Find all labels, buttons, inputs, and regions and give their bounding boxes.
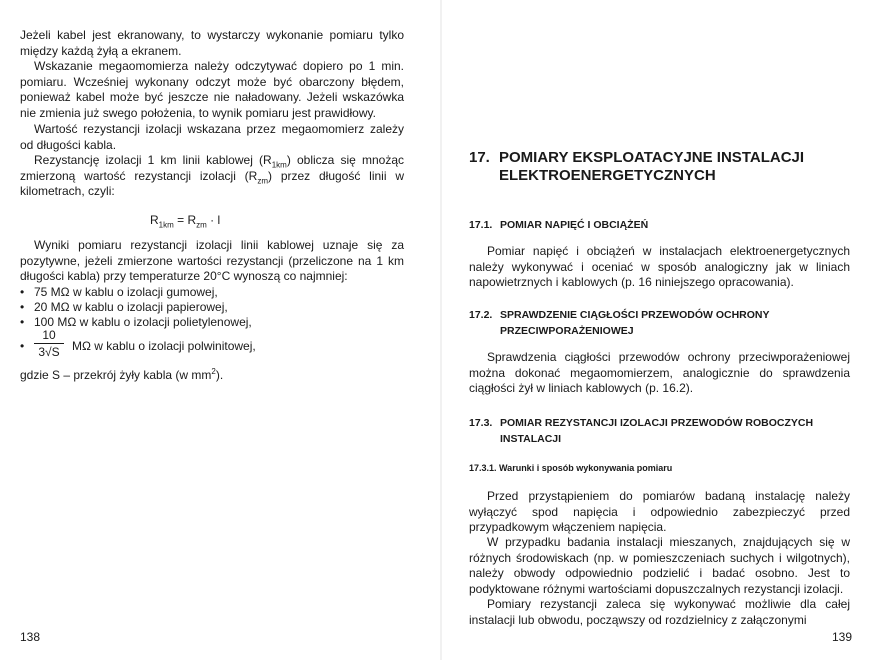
chapter-title: POMIARY EKSPLOATACYJNE INSTALACJI ELEKTROENERGETYCZNYCH [499, 149, 805, 184]
bullet-list [20, 285, 252, 330]
paragraph: Pomiar napięć i obciążeń w instalacjach elektroenergetycznych należy wykonywać i oceniać w sposób analogiczny jak w liniach napowietrznych i kablowych (p. 16 niniejszego opracowania). [469, 244, 850, 289]
paragraph: Pomiary rezystancji zaleca się wykonywać możliwie dla całej instalacji lub obwodu, począwszy od rozdzielnicy z załączonymi [469, 597, 850, 627]
paragraph: Jeżeli kabel jest ekranowany, to wystarczy wykonanie pomiaru tylko między każdą żyłą a ekranem. [20, 28, 404, 58]
list-item: • 20 MΩ w kablu o izolacji papierowej, [20, 300, 252, 315]
page-number: 139 [831, 630, 852, 644]
chapter-number: 17. [469, 149, 490, 166]
section-number: 17.3. [469, 417, 493, 429]
list-item: • 100 MΩ w kablu o izolacji polietylenowej, [20, 315, 252, 330]
fraction-bullet [20, 328, 350, 362]
fraction-text: MΩ w kablu o izolacji polwinitowej, [72, 339, 256, 353]
fraction-denominator: 3√S [38, 345, 60, 359]
section-number: 17.2. [469, 309, 493, 321]
paragraph: Wartość rezystancji izolacji wskazana przez megaomomierz zależy od długości kabla. [20, 122, 404, 152]
paragraph: W przypadku badania instalacji mieszanych, znajdujących się w różnych środowiskach (np. w pomieszczeniach suchych i wilgotnych), należy obwody odpowiednio podzielić i badać osobno. Jest to podyktowane różnymi wartościami dopuszczalnych rezystancji izolacji. [469, 535, 850, 596]
fraction-numerator: 10 [34, 328, 64, 344]
formula: $R_{1km} = R_{zm} \cdot l$ [150, 213, 221, 230]
paragraph: Wskazanie megaomomierza należy odczytywać dopiero po 1 min. pomiaru. Wcześniej wykonany odczyt może być obarczony błędem, ponieważ kabel może być jeszcze nie naładowany. Jeżeli wskazówka nie zmienia już swego położenia, to wynik pomiaru jest prawidłowy. [20, 59, 404, 120]
fraction [34, 328, 64, 359]
section-number: 17.1. [469, 219, 493, 231]
right-page [441, 0, 882, 660]
paragraph: Sprawdzenia ciągłości przewodów ochrony przeciwporażeniowej można dokonać megaomomierzem, analogicznie do sprawdzenia ciągłości żył w liniach kablowych (p. 16.2). [469, 350, 850, 395]
list-item: • 75 MΩ w kablu o izolacji gumowej, [20, 285, 252, 300]
paragraph: Przed przystąpieniem do pomiarów badaną instalację należy wyłączyć spod napięcia i odpowiednio zabezpieczyć przed przypadkowym włączeniem napięcia. [469, 489, 850, 534]
paragraph: Rezystancję izolacji 1 km linii kablowej $(R_{1km})$ oblicza się mnożąc zmierzoną wartość rezystancji izolacji $(R_{zm})$ przez długość linii w kilometrach, czyli: [20, 153, 405, 198]
page-number: 138 [20, 630, 41, 644]
section-title: SPRAWDZENIE CIĄGŁOŚCI PRZEWODÓW OCHRONY PRZECIWPORAŻENIOWEJ [500, 309, 770, 337]
section-title: POMIAR REZYSTANCJI IZOLACJI PRZEWODÓW ROBOCZYCH INSTALACJI [500, 417, 814, 445]
paragraph: gdzie S – przekrój żyły kabla (w $mm^2$). [20, 367, 224, 382]
subsection-heading: 17.3.1. Warunki i sposób wykonywania pomiaru [469, 463, 673, 473]
paragraph: Wyniki pomiaru rezystancji izolacji linii kablowej uznaje się za pozytywne, jeżeli zmierzone wartości rezystancji (przeliczone na 1 km długości kabla) przy temperaturze 20°C wynoszą co najmniej: [20, 238, 404, 283]
section-title: POMIAR NAPIĘĆ I OBCIĄŻEŃ [500, 219, 649, 231]
bullet-icon: • [20, 339, 25, 353]
